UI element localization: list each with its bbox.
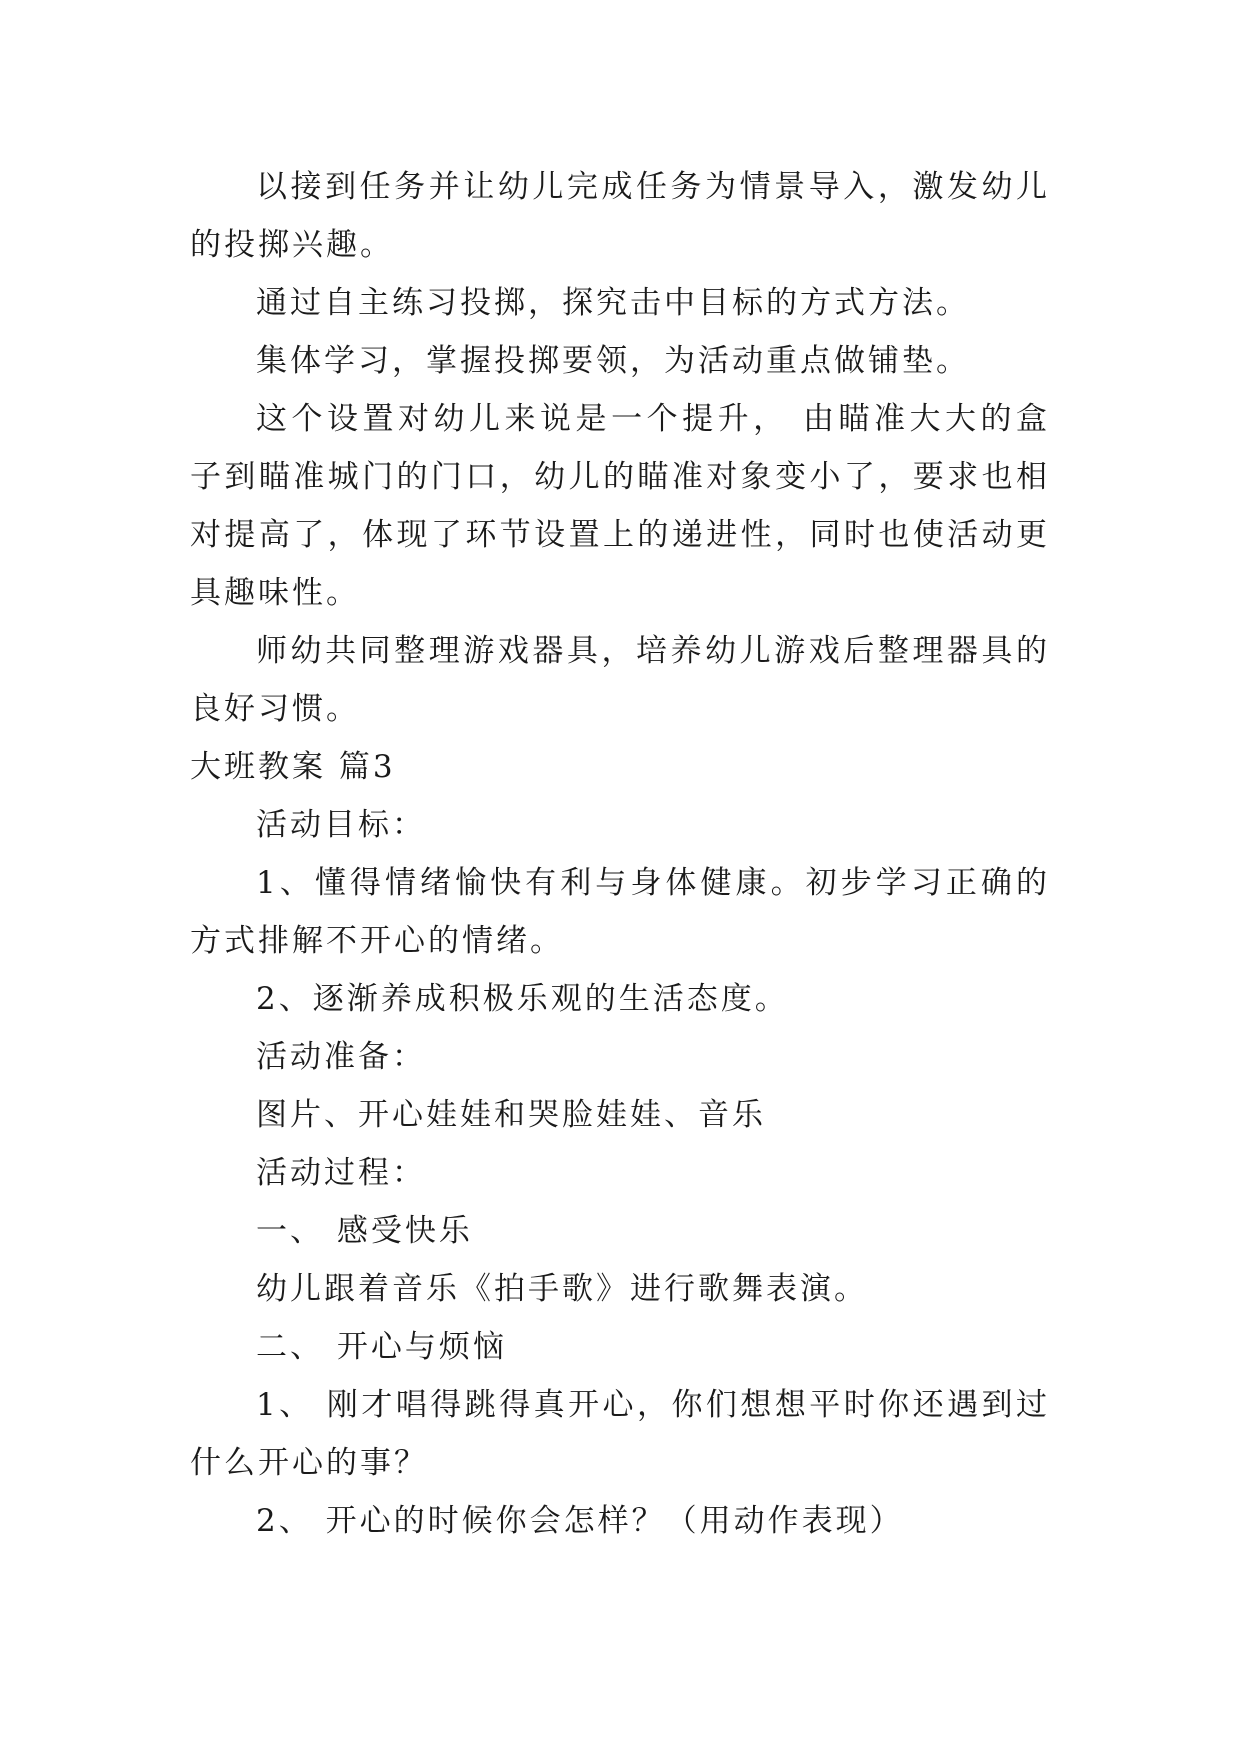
- heading-activity-process: 活动过程：: [256, 1155, 426, 1191]
- preparation-materials: 图片、开心娃娃和哭脸娃娃、音乐: [256, 1097, 766, 1133]
- process-step-2-title: 二、 开心与烦恼: [256, 1329, 507, 1365]
- document-body: [190, 158, 1050, 1550]
- paragraph-tidy-up: 师幼共同整理游戏器具，培养幼儿游戏后整理器具的良好习惯。: [190, 633, 1050, 727]
- process-step-1-title: 一、 感受快乐: [256, 1213, 473, 1249]
- process-step-1-body: 幼儿跟着音乐《拍手歌》进行歌舞表演。: [256, 1271, 868, 1307]
- goal-item-1: 1、懂得情绪愉快有利与身体健康。初步学习正确的方式排解不开心的情绪。: [190, 865, 1050, 959]
- paragraph-setting-upgrade: 这个设置对幼儿来说是一个提升， 由瞄准大大的盒子到瞄准城门的门口，幼儿的瞄准对象变小了，要求也相对提高了，体现了环节设置上的递进性，同时也使活动更具趣味性。: [190, 401, 1050, 611]
- paragraph-self-practice: 通过自主练习投掷，探究击中目标的方式方法。: [256, 285, 970, 321]
- goal-item-2: 2、逐渐养成积极乐观的生活态度。: [256, 981, 789, 1017]
- process-step-2-question-1: 1、 刚才唱得跳得真开心，你们想想平时你还遇到过什么开心的事？: [190, 1387, 1050, 1481]
- process-step-2-question-2: 2、 开心的时候你会怎样？（用动作表现）: [256, 1503, 904, 1539]
- paragraph-task-intro: 以接到任务并让幼儿完成任务为情景导入，激发幼儿的投掷兴趣。: [190, 169, 1050, 263]
- paragraph-group-learning: 集体学习，掌握投掷要领，为活动重点做铺垫。: [256, 343, 970, 379]
- heading-activity-goals: 活动目标：: [256, 807, 426, 843]
- heading-activity-preparation: 活动准备：: [256, 1039, 426, 1075]
- section-heading: 大班教案 篇3: [190, 749, 396, 785]
